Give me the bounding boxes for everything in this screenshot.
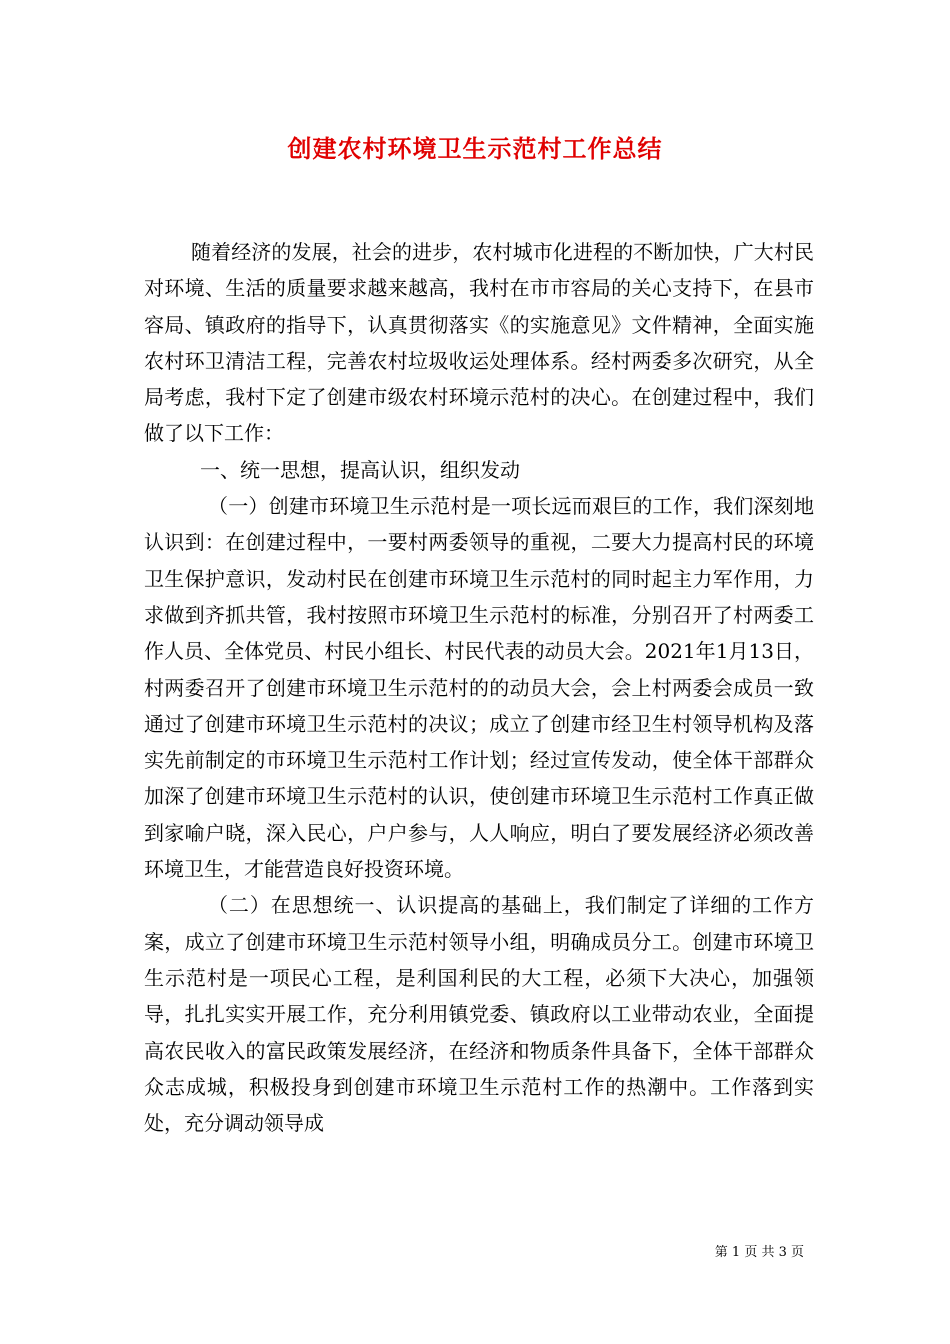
section-heading: 一、统一思想，提高认识，组织发动 <box>200 457 520 482</box>
intro-paragraph: 随着经济的发展，社会的进步，农村城市化进程的不断加快，广大村民对环境、生活的质量要求越来越高，我村在市市容局的关心支持下，在县市容局、镇政府的指导下，认真贯彻落实《的实施意见》文件精神，全面实施农村环卫清洁工程，完善农村垃圾收运处理体系。经村两委多次研究，从全局考虑，我村下定了创建市级农村环境示范村的决心。在创建过程中，我们做了以下工作： <box>144 240 814 446</box>
document-title: 创建农村环境卫生示范村工作总结 <box>287 134 663 163</box>
subsection-paragraph-1: （一）创建市环境卫生示范村是一项长远而艰巨的工作，我们深刻地认识到：在创建过程中，一要村两委领导的重视，二要大力提高村民的环境卫生保护意识，发动村民在创建市环境卫生示范村的同时起主力军作用，力求做到齐抓共管，我村按照市环境卫生示范村的标准，分别召开了村两委工作人员、全体党员、村民小组长、村民代表的动员大会。2021年1月13日，村两委召开了创建市环境卫生示范村的的动员大会，会上村两委会成员一致通过了创建市环境卫生示范村的决议；成立了创建市经卫生村领导机构及落实先前制定的市环境卫生示范村工作计划；经过宣传发动，使全体干部群众加深了创建市环境卫生示范村的认识，使创建市环境卫生示范村工作真正做到家喻户晓，深入民心，户户参与，人人响应，明白了要发展经济必须改善环境卫生，才能营造良好投资环境。 <box>144 494 814 882</box>
document-body <box>144 234 814 1141</box>
page-number: 第 1 页 共 3 页 <box>714 1245 804 1260</box>
subsection-paragraph-2: （二）在思想统一、认识提高的基础上，我们制定了详细的工作方案，成立了创建市环境卫生示范村领导小组，明确成员分工。创建市环境卫生示范村是一项民心工程，是利国利民的大工程，必须下大决心，加强领导，扎扎实实开展工作，充分利用镇党委、镇政府以工业带动农业，全面提高农民收入的富民政策发展经济，在经济和物质条件具备下，全体干部群众众志成城，积极投身到创建市环境卫生示范村工作的热潮中。工作落到实处，充分调动领导成 <box>144 893 814 1136</box>
